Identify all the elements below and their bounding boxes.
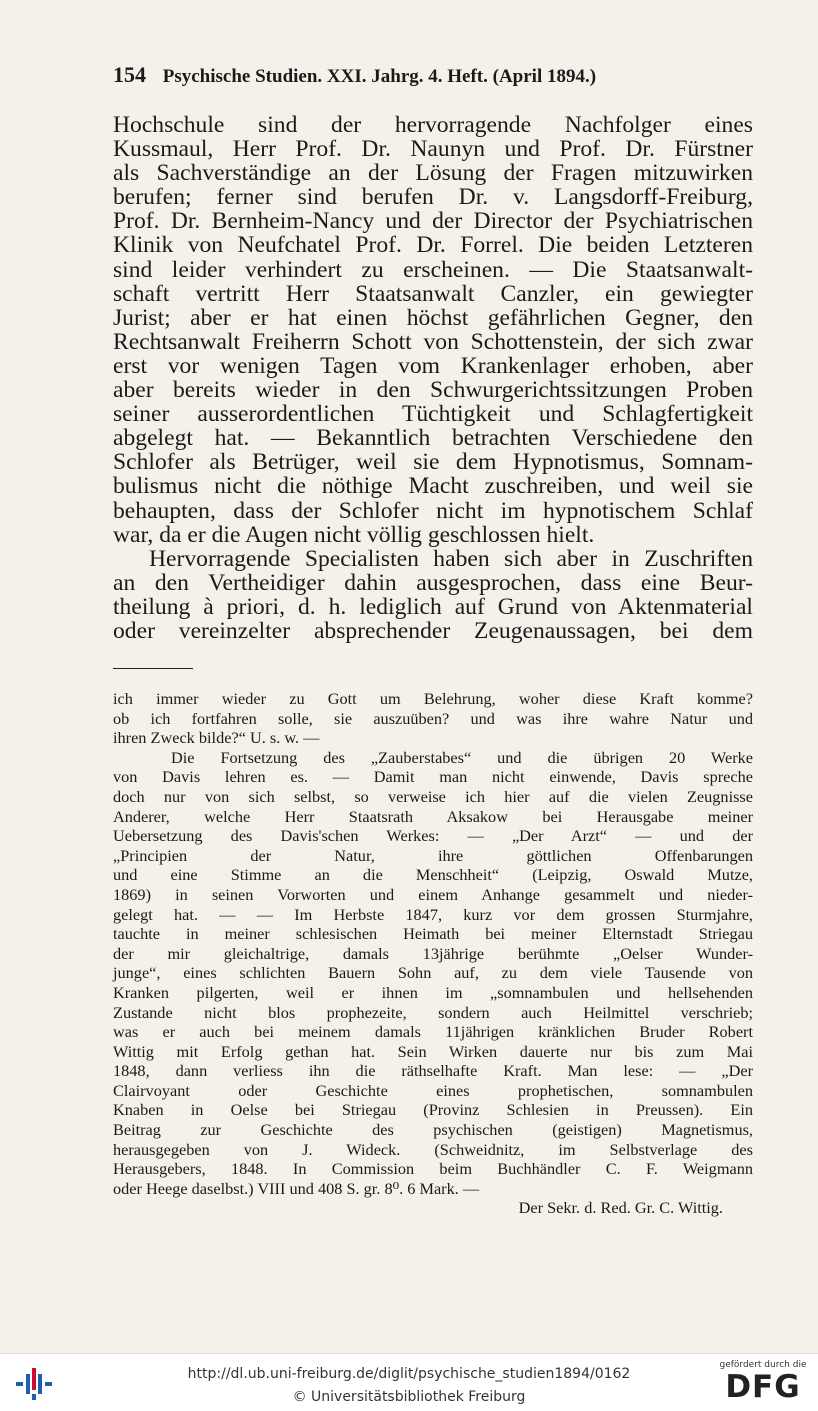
text-line: sind leider verhindert zu erscheinen. — Die Staatsanwalt- [113,256,753,283]
footnote-line: oder Heege daselbst.) VIII und 408 S. gr. 8⁰. 6 Mark. — [113,1178,480,1198]
page-number: 154 [113,62,146,87]
text-line: berufen; ferner sind berufen Dr. v. Langsdorff-Freiburg, [113,184,753,211]
footnote-line: ich immer wieder zu Gott um Belehrung, woher diese Kraft komme? [113,689,753,708]
footnote-line: Kranken pilgerten, weil er ihnen im „somnambulen und hellsehenden [113,982,753,1002]
dfg-logo[interactable] [718,1360,808,1408]
main-text [113,113,753,643]
footnote-line: der mir gleichaltrige, damals 13jährige berühmte „Oelser Wunder- [113,943,753,963]
footnote-line: „Principien der Natur, ihre göttlichen Offenbarungen [113,845,753,865]
text-line: schaft vertritt Herr Staatsanwalt Canzler, ein gewiegter [113,280,753,307]
footnote-line: Zustande nicht blos prophezeite, sondern auch Heilmittel verschrieb; [113,1002,753,1022]
text-line: behaupten, dass der Schlofer nicht im hypnotischem Schlaf [113,497,753,524]
text-line: aber bereits wieder in den Schwurgerichtssitzungen Proben [113,377,753,404]
footnote-line: ob ich fortfahren solle, sie auszuüben? und was ihre wahre Natur und [113,708,753,728]
footnote-line: Clairvoyant oder Geschichte eines prophetischen, somnambulen [113,1080,753,1100]
footnote-line: tauchte in meiner schlesischen Heimath bei meiner Elternstadt Striegau [113,924,753,944]
viewer-footer [0,1353,818,1411]
footnote-separator [113,668,193,669]
dfg-tagline: gefördert durch die [719,1360,807,1370]
text-line: an den Vertheidiger dahin ausgesprochen, dass eine Beur- [113,569,753,596]
text-line: Schlofer als Betrüger, weil sie dem Hypnotismus, Somnam- [113,449,753,476]
running-title: Psychische Studien. XXI. Jahrg. 4. Heft. (April 1894.) [162,66,597,87]
footnote-line: Beitrag zur Geschichte des psychischen (geistigen) Magnetismus, [113,1120,753,1140]
text-line: erst vor wenigen Tagen vom Krankenlager erhoben, aber [113,352,753,379]
copyright-text: © Universitätsbibliothek Freiburg [292,1389,526,1405]
footnote-line: doch nur von sich selbst, so verweise ich hier auf die vielen Zeugnisse [113,786,753,806]
text-line: Kussmaul, Herr Prof. Dr. Naunyn und Prof. Dr. Fürstner [113,136,753,163]
footnote-line: 1848, dann verliess ihn die räthselhafte Kraft. Man lese: — „Der [113,1061,753,1081]
footnote-line: herausgegeben von J. Wideck. (Schweidnitz, im Selbstverlage des [113,1139,753,1159]
footnote-line: gelegt hat. — — Im Herbste 1847, kurz vor dem grossen Sturmjahre, [113,904,753,924]
dfg-logo-text: DFG [725,1369,801,1405]
footnote-line: junge“, eines schlichten Bauern Sohn auf, zu dem viele Tausende von [113,963,753,983]
text-line: Prof. Dr. Bernheim-Nancy und der Director der Psychiatrischen [113,208,753,235]
footnote-line: Knaben in Oelse bei Striegau (Provinz Schlesien in Preussen). Ein [113,1100,753,1120]
running-header [113,62,753,88]
footnote-line: von Davis lehren es. — Damit man nicht einwende, Davis spreche [113,767,753,787]
text-line: Rechtsanwalt Freiherrn Schott von Schottenstein, der sich zwar [113,328,753,355]
text-line: Hervorragende Specialisten haben sich aber in Zuschriften [149,545,753,572]
footnote-line: Wittig mit Erfolg gethan hat. Sein Wirken dauerte nur bis zum Mai [113,1041,753,1061]
footnote-line: und eine Stimme an die Menschheit“ (Leipzig, Oswald Mutze, [113,865,753,885]
footnote-line: Die Fortsetzung des „Zauberstabes“ und die übrigen 20 Werke [171,747,753,767]
text-line: als Sachverständige an der Lösung der Fragen mitzuwirken [113,160,753,187]
footnote-line: ihren Zweck bilde?“ U. s. w. — [113,728,320,748]
text-line: abgelegt hat. — Bekanntlich betrachten Verschiedene den [113,425,753,452]
footnote-line: Anderer, welche Herr Staatsrath Aksakow bei Herausgabe meiner [113,806,753,826]
text-line: seiner ausserordentlichen Tüchtigkeit und Schlagfertigkeit [113,401,753,428]
footnote-line: Uebersetzung des Davis'schen Werkes: — „Der Arzt“ — und der [113,826,753,846]
text-line: bulismus nicht die nöthige Macht zuschreiben, und weil sie [113,473,753,500]
permalink-url[interactable]: http://dl.ub.uni-freiburg.de/diglit/psychische_studien1894/0162 [187,1366,631,1382]
footnote [113,689,753,1218]
text-line: theilung à priori, d. h. lediglich auf Grund von Aktenmaterial [113,593,753,620]
footnote-line: 1869) in seinen Vorworten und einem Anhange gesammelt und nieder- [113,884,753,904]
text-line: Klinik von Neufchatel Prof. Dr. Forrel. Die beiden Letzteren [113,232,753,259]
text-line: war, da er die Augen nicht völlig geschlossen hielt. [113,521,595,548]
text-line: Jurist; aber er hat einen höchst gefährlichen Gegner, den [113,304,753,331]
footnote-line: was er auch bei meinem damals 11jährigen kränklichen Bruder Robert [113,1022,753,1042]
text-line: oder vereinzelter absprechender Zeugenaussagen, bei dem [113,617,753,644]
text-line: Hochschule sind der hervorragende Nachfolger eines [113,112,753,138]
signature: Der Sekr. d. Red. Gr. C. Wittig. [518,1198,723,1218]
footnote-line: Herausgebers, 1848. In Commission beim Buchhändler C. F. Weigmann [113,1159,753,1179]
